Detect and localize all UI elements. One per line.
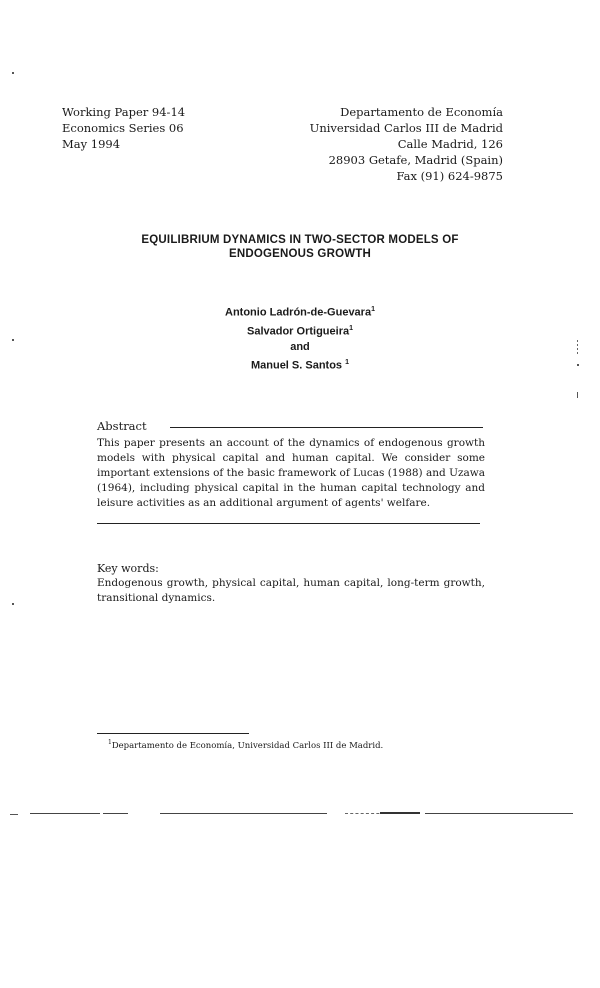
abstract-body: This paper presents an account of the dynamics of endogenous growth models with physical capital and human capital. We consider some important extensions of the basic framework of Lucas (1988) and Uzawa (1964), including physical capital in the human capital technology and leisure activities as an additional argument of agents' welfare. (97, 437, 485, 509)
title-line-2: ENDOGENOUS GROWTH (228, 248, 372, 260)
scan-artifact-line (425, 813, 573, 814)
university-name: Universidad Carlos III de Madrid (309, 121, 503, 135)
working-paper-number: Working Paper 94-14 (62, 105, 186, 119)
abstract-top-rule (170, 427, 483, 428)
author-and: and (290, 341, 310, 354)
series-number: Economics Series 06 (62, 121, 184, 135)
keywords-label: Key words: (97, 562, 159, 575)
scan-speck (577, 340, 578, 354)
author-3 (0, 355, 600, 374)
author-2 (0, 321, 600, 340)
scan-speck (577, 392, 578, 398)
author-2-name: Salvador Ortigueira (247, 325, 350, 338)
author-1-name: Antonio Ladrón-de-Guevara (225, 306, 372, 319)
keywords-body: Endogenous growth, physical capital, human capital, long-term growth, transitional dynamics. (97, 577, 485, 604)
footnote-rule (97, 733, 249, 734)
title-line-1: EQUILIBRIUM DYNAMICS IN TWO-SECTOR MODELS OF (141, 234, 459, 246)
scan-artifact-line (10, 814, 18, 815)
author-3-name: Manuel S. Santos (250, 359, 343, 372)
abstract-label: Abstract (97, 419, 147, 433)
paper-title (0, 233, 600, 261)
publication-date: May 1994 (62, 137, 121, 151)
author-1-footnote-mark: 1 (371, 306, 375, 313)
fax-number: Fax (91) 624-9875 (396, 169, 503, 183)
scan-artifact-line (103, 813, 128, 814)
footnote-mark: 1 (108, 739, 112, 746)
header-left-block (62, 104, 185, 152)
street-address: Calle Madrid, 126 (397, 137, 503, 151)
scan-artifact-line (380, 812, 420, 814)
abstract-bottom-rule (97, 523, 480, 524)
footnote-text: Departamento de Economía, Universidad Carlos III de Madrid. (111, 740, 384, 751)
scan-speck (12, 603, 14, 605)
scan-speck (577, 364, 579, 366)
scan-artifact-line (30, 813, 100, 814)
scan-speck (12, 339, 14, 341)
footnote (108, 739, 383, 751)
city-address: 28903 Getafe, Madrid (Spain) (328, 153, 503, 167)
author-2-footnote-mark: 1 (349, 324, 353, 332)
scan-speck (12, 72, 14, 74)
author-block (0, 302, 600, 374)
author-3-footnote-mark: 1 (345, 359, 350, 367)
department-name: Departamento de Economía (340, 105, 503, 119)
scan-artifact-line (160, 813, 327, 814)
header-right-block (310, 104, 503, 184)
author-1 (0, 302, 600, 321)
